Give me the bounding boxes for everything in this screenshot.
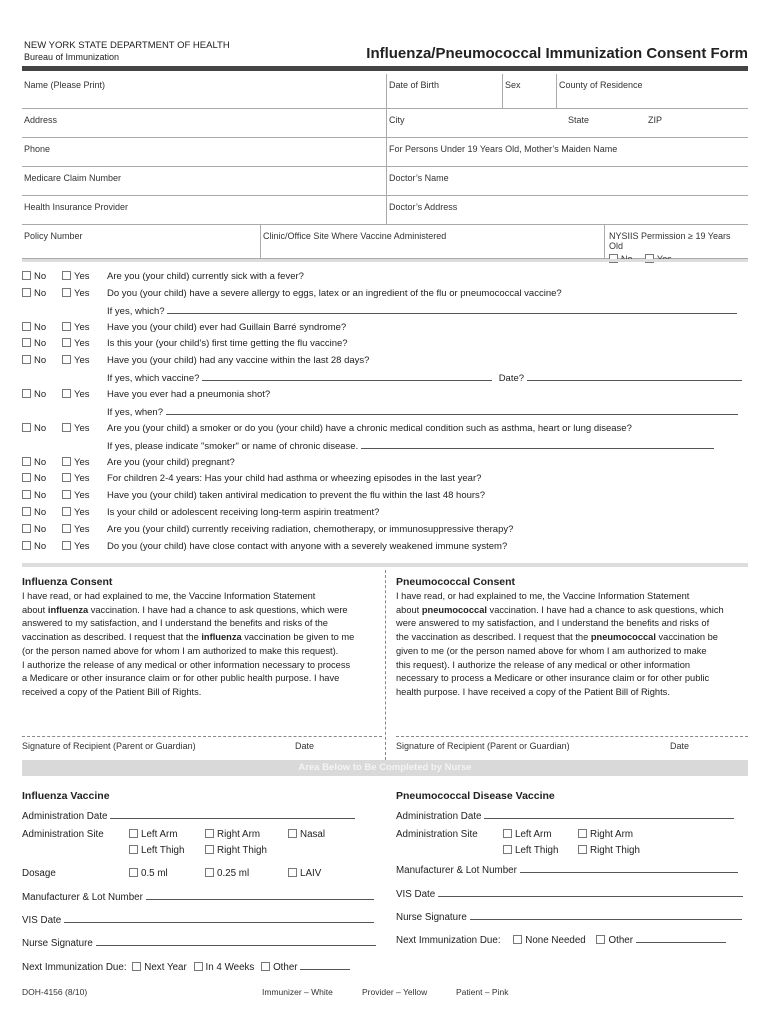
influenza-consent-title: Influenza Consent [22, 576, 113, 588]
consent-line: the vaccination as described. I request that the pneumococcal vaccination be [396, 632, 718, 643]
phone-label: Phone [24, 144, 51, 154]
flu-right-thigh [205, 845, 267, 856]
dob-field[interactable] [386, 74, 502, 108]
yes-checkbox[interactable] [62, 338, 71, 347]
left-thigh-label: Left Thigh [515, 845, 559, 856]
copy-patient: Patient – Pink [456, 987, 509, 997]
state-label: State [568, 115, 590, 125]
pneumo-signature-line[interactable] [396, 736, 748, 737]
no-checkbox[interactable] [22, 389, 31, 398]
yes-label: Yes [74, 288, 90, 299]
copy-immunizer: Immunizer – White [262, 987, 333, 997]
yes-label: Yes [74, 322, 90, 333]
no-label: No [34, 457, 47, 468]
row-insurance [22, 196, 748, 225]
pneumo-other-checkbox[interactable] [596, 935, 605, 944]
nysiis-label: NYSIIS Permission ≥ 19 Years Old [609, 231, 731, 251]
doctor-name-field[interactable] [386, 167, 748, 195]
flu-right-thigh-checkbox[interactable] [205, 845, 214, 854]
state-field[interactable] [566, 109, 646, 137]
yes-checkbox[interactable] [62, 322, 71, 331]
no-checkbox[interactable] [22, 271, 31, 280]
flu-dose-05 [129, 868, 168, 879]
consent-line: this request). I authorize the release of any medical or other information [396, 659, 691, 670]
yes-checkbox[interactable] [62, 473, 71, 482]
question-text: Are you (your child) a smoker or do you (your child) have a chronic medical condition such as asthma, heart or lung disease? [107, 423, 632, 434]
flu-admin-date-input[interactable] [110, 810, 355, 819]
question-text: Are you (your child) currently sick with a fever? [107, 271, 304, 282]
insurance-field[interactable] [22, 196, 386, 224]
flu-right-arm [205, 829, 260, 840]
followup-label: If yes, which vaccine? [107, 373, 200, 384]
question-row [22, 322, 752, 339]
zip-field[interactable] [646, 109, 746, 137]
which-input[interactable] [167, 305, 737, 314]
sex-label: Sex [505, 80, 521, 90]
other-label: Other [608, 935, 633, 946]
pneumo-right-thigh-checkbox[interactable] [578, 845, 587, 854]
pneumo-right-arm [578, 829, 633, 840]
question-text: Do you (your child) have a severe allergy to eggs, latex or an ingredient of the flu or pneumococcal vaccine? [107, 288, 562, 299]
question-row [22, 541, 752, 558]
question-row [22, 338, 752, 355]
dose-025-checkbox[interactable] [205, 868, 214, 877]
yes-checkbox[interactable] [62, 490, 71, 499]
pneumo-manufacturer-input[interactable] [520, 864, 738, 873]
medicare-field[interactable] [22, 167, 386, 195]
flu-left-thigh [129, 845, 184, 856]
no-checkbox[interactable] [22, 541, 31, 550]
pneumo-vaccine-title: Pneumococcal Disease Vaccine [396, 790, 555, 802]
pneumo-nurse [396, 911, 742, 923]
no-label: No [34, 524, 47, 535]
question-row [22, 507, 752, 524]
copy-provider: Provider – Yellow [362, 987, 428, 997]
consent-line: a Medicare or other insurance claim or for other public health purpose. I have [22, 673, 340, 684]
flu-nasal-checkbox[interactable] [288, 829, 297, 838]
influenza-signature-label: Signature of Recipient (Parent or Guardian) [22, 741, 196, 751]
no-label: No [34, 338, 47, 349]
none-needed-label: None Needed [525, 935, 586, 946]
right-thigh-label: Right Thigh [590, 845, 640, 856]
flu-vis-input[interactable] [64, 914, 374, 923]
admin-date-label: Administration Date [22, 811, 108, 822]
sex-field[interactable] [502, 74, 556, 108]
dob-label: Date of Birth [389, 80, 440, 90]
pneumo-vis-input[interactable] [438, 888, 743, 897]
flu-nurse-input[interactable] [96, 937, 376, 946]
dose-05-checkbox[interactable] [129, 868, 138, 877]
no-label: No [34, 288, 47, 299]
consent-line: about pneumococcal vaccination. I have had a chance to ask questions, which [396, 604, 724, 615]
section-divider [22, 259, 748, 262]
influenza-consent-text [22, 590, 372, 700]
no-label: No [34, 322, 47, 333]
no-checkbox[interactable] [22, 322, 31, 331]
column-divider [385, 570, 386, 760]
name-label: Name (Please Print) [24, 80, 106, 90]
yes-checkbox[interactable] [62, 507, 71, 516]
question-row [22, 389, 752, 406]
nysiis-field [604, 225, 748, 258]
bureau-name: Bureau of Immunization [24, 52, 120, 62]
which-vaccine-input[interactable] [202, 372, 492, 381]
question-text: Are you (your child) currently receiving radiation, chemotherapy, or immunosuppressive therapy? [107, 524, 514, 535]
admin-date-label: Administration Date [396, 811, 482, 822]
manufacturer-label: Manufacturer & Lot Number [22, 892, 143, 903]
flu-laiv [288, 868, 321, 879]
consent-line: answered to my satisfaction, and I understand the benefits and risks of the [22, 618, 328, 629]
flu-admin-date [22, 810, 355, 822]
no-checkbox[interactable] [22, 490, 31, 499]
maiden-label: For Persons Under 19 Years Old, Mother’s Maiden Name [389, 144, 618, 154]
right-arm-label: Right Arm [217, 829, 261, 840]
flu-manufacturer [22, 891, 374, 903]
city-label: City [389, 115, 405, 125]
form-code: DOH-4156 (8/10) [22, 987, 88, 997]
doctor-address-field[interactable] [386, 196, 748, 224]
question-row [22, 423, 752, 440]
yes-label: Yes [74, 541, 90, 552]
question-text: For children 2-4 years: Has your child had asthma or wheezing episodes in the last year? [107, 473, 482, 484]
flu-left-arm [129, 829, 177, 840]
pneumo-manufacturer [396, 864, 738, 876]
followup-when [107, 406, 738, 418]
pneumo-admin-date [396, 810, 734, 822]
flu-other-input[interactable] [300, 961, 350, 970]
question-text: Are you (your child) pregnant? [107, 457, 235, 468]
pneumo-right-thigh [578, 845, 640, 856]
dose-05-label: 0.5 ml [141, 868, 168, 879]
yes-label: Yes [74, 389, 90, 400]
no-checkbox[interactable] [22, 524, 31, 533]
county-field[interactable] [556, 74, 748, 108]
flu-right-arm-checkbox[interactable] [205, 829, 214, 838]
no-label: No [34, 423, 47, 434]
no-checkbox[interactable] [22, 288, 31, 297]
flu-dose-025 [205, 868, 249, 879]
flu-left-arm-checkbox[interactable] [129, 829, 138, 838]
pneumo-right-arm-checkbox[interactable] [578, 829, 587, 838]
laiv-checkbox[interactable] [288, 868, 297, 877]
pneumo-admin-date-input[interactable] [484, 810, 734, 819]
chronic-disease-input[interactable] [361, 440, 714, 449]
yes-label: Yes [74, 271, 90, 282]
yes-checkbox[interactable] [62, 271, 71, 280]
influenza-date-label: Date [295, 741, 315, 751]
row-name [22, 74, 748, 109]
next-year-label: Next Year [144, 962, 187, 973]
vis-label: VIS Date [22, 915, 62, 926]
nurse-label: Nurse Signature [396, 912, 467, 923]
question-row [22, 457, 752, 474]
no-checkbox[interactable] [22, 507, 31, 516]
yes-checkbox[interactable] [62, 423, 71, 432]
flu-vis [22, 914, 374, 926]
flu-nurse [22, 937, 376, 949]
no-checkbox[interactable] [22, 423, 31, 432]
in-4-weeks-label: In 4 Weeks [205, 962, 255, 973]
consent-line: necessary to process a Medicare or other insurance claim or for other public [396, 673, 710, 684]
yes-label: Yes [74, 473, 90, 484]
no-checkbox[interactable] [22, 338, 31, 347]
pneumo-admin-site-label: Administration Site [396, 829, 478, 840]
no-label: No [34, 490, 47, 501]
row-medicare [22, 167, 748, 196]
pneumo-left-thigh-checkbox[interactable] [503, 845, 512, 854]
no-checkbox[interactable] [22, 355, 31, 364]
zip-label: ZIP [648, 115, 663, 125]
pneumo-left-arm-checkbox[interactable] [503, 829, 512, 838]
manufacturer-label: Manufacturer & Lot Number [396, 865, 517, 876]
laiv-label: LAIV [300, 868, 322, 879]
row-policy [22, 225, 748, 259]
influenza-vaccine-title: Influenza Vaccine [22, 790, 110, 802]
consent-line: were answered to my satisfaction, and I understand the benefits and risks of [396, 618, 710, 629]
vaccine-date-input[interactable] [527, 372, 742, 381]
pneumo-consent-text [396, 590, 746, 700]
no-checkbox[interactable] [22, 457, 31, 466]
question-row [22, 473, 752, 490]
yes-label: Yes [74, 490, 90, 501]
in-4-weeks-checkbox[interactable] [194, 962, 203, 971]
date-label: Date? [498, 373, 525, 384]
question-text: Do you (your child) have close contact with anyone with a severely weakened immune system? [107, 541, 508, 552]
pneumo-signature-label: Signature of Recipient (Parent or Guardian) [396, 741, 570, 751]
followup-smoker [107, 440, 714, 452]
insurance-label: Health Insurance Provider [24, 202, 129, 212]
question-row [22, 288, 752, 305]
followup-which-vaccine [107, 372, 742, 384]
consent-line: I have read, or had explained to me, the Vaccine Information Statement [22, 591, 316, 601]
no-checkbox[interactable] [22, 473, 31, 482]
followup-label: If yes, which? [107, 306, 165, 317]
consent-line: I have read, or had explained to me, the Vaccine Information Statement [396, 591, 690, 601]
consent-line: I authorize the release of any medical or other information necessary to process [22, 659, 351, 670]
other-label: Other [273, 962, 298, 973]
pneumo-nurse-input[interactable] [470, 911, 742, 920]
yes-checkbox[interactable] [62, 389, 71, 398]
vis-label: VIS Date [396, 889, 436, 900]
address-label: Address [24, 115, 58, 125]
pneumo-other-input[interactable] [636, 934, 726, 943]
address-field[interactable] [22, 109, 386, 137]
agency-name: NEW YORK STATE DEPARTMENT OF HEALTH [24, 40, 230, 51]
next-label: Next Immunization Due: [22, 962, 127, 973]
consent-line: vaccination as described. I request that the influenza vaccination be given to me [22, 632, 355, 643]
right-thigh-label: Right Thigh [217, 845, 267, 856]
yes-label: Yes [74, 423, 90, 434]
no-label: No [34, 473, 47, 484]
followup-which [107, 305, 737, 317]
flu-left-thigh-checkbox[interactable] [129, 845, 138, 854]
question-row [22, 271, 752, 288]
question-text: Have you (your child) taken antiviral medication to prevent the flu within the last 48 hours? [107, 490, 486, 501]
pneumo-left-arm [503, 829, 551, 840]
yes-label: Yes [74, 507, 90, 518]
left-arm-label: Left Arm [141, 829, 178, 840]
consent-line: given to me (or the person named above for whom I am authorized to make [396, 645, 707, 656]
pneumo-vis [396, 888, 743, 900]
pneumo-date-label: Date [670, 741, 690, 751]
when-input[interactable] [166, 406, 738, 415]
form-title: Influenza/Pneumococcal Immunization Consent Form [366, 45, 748, 62]
policy-field[interactable] [22, 225, 260, 258]
followup-label: If yes, when? [107, 407, 163, 418]
flu-admin-site-label: Administration Site [22, 829, 104, 840]
left-thigh-label: Left Thigh [141, 845, 185, 856]
left-arm-label: Left Arm [515, 829, 552, 840]
yes-label: Yes [74, 338, 90, 349]
no-label: No [34, 271, 47, 282]
clinic-label: Clinic/Office Site Where Vaccine Administered [263, 231, 447, 241]
question-row [22, 355, 752, 372]
pneumo-left-thigh [503, 845, 558, 856]
nurse-section-bar: Area Below to Be Completed by Nurse [22, 760, 748, 776]
doctor-address-label: Doctor’s Address [389, 202, 458, 212]
yes-checkbox[interactable] [62, 457, 71, 466]
row-address [22, 109, 748, 138]
no-label: No [34, 355, 47, 366]
yes-label: Yes [74, 524, 90, 535]
section-divider [22, 563, 748, 567]
influenza-signature-line[interactable] [22, 736, 382, 737]
city-field[interactable] [386, 109, 566, 137]
next-label: Next Immunization Due: [396, 935, 501, 946]
question-row [22, 524, 752, 541]
nurse-label: Nurse Signature [22, 938, 93, 949]
flu-manufacturer-input[interactable] [146, 891, 374, 900]
flu-dosage-label: Dosage [22, 868, 56, 879]
question-row [22, 490, 752, 507]
doctor-name-label: Doctor’s Name [389, 173, 449, 183]
name-field[interactable] [22, 74, 386, 108]
header-rule [22, 66, 748, 71]
followup-label: If yes, please indicate "smoker" or name of chronic disease. [107, 441, 359, 452]
no-label: No [34, 507, 47, 518]
row-phone [22, 138, 748, 167]
question-text: Have you (your child) had any vaccine within the last 28 days? [107, 355, 370, 366]
phone-field[interactable] [22, 138, 386, 166]
yes-checkbox[interactable] [62, 541, 71, 550]
question-text: Have you (your child) ever had Guillain Barré syndrome? [107, 322, 347, 333]
no-label: No [34, 541, 47, 552]
none-needed-checkbox[interactable] [513, 935, 522, 944]
consent-line: about influenza vaccination. I have had a chance to ask questions, which were [22, 604, 348, 615]
question-text: Is your child or adolescent receiving long-term aspirin treatment? [107, 507, 380, 518]
county-label: County of Residence [559, 80, 643, 90]
dose-025-label: 0.25 ml [217, 868, 250, 879]
next-year-checkbox[interactable] [132, 962, 141, 971]
maiden-field[interactable] [386, 138, 748, 166]
right-arm-label: Right Arm [590, 829, 634, 840]
flu-other-checkbox[interactable] [261, 962, 270, 971]
consent-line: (or the person named above for whom I am authorized to make this request). [22, 645, 339, 656]
yes-checkbox[interactable] [62, 524, 71, 533]
flu-nasal [288, 829, 325, 840]
flu-next [22, 961, 350, 973]
question-text: Have you ever had a pneumonia shot? [107, 389, 271, 400]
pneumo-consent-title: Pneumococcal Consent [396, 576, 516, 588]
pneumo-next [396, 934, 726, 946]
policy-label: Policy Number [24, 231, 83, 241]
consent-line: health purpose. I have received a copy of the Patient Bill of Rights. [396, 686, 670, 697]
yes-label: Yes [74, 457, 90, 468]
no-label: No [34, 389, 47, 400]
yes-label: Yes [74, 355, 90, 366]
yes-checkbox[interactable] [62, 288, 71, 297]
clinic-field[interactable] [260, 225, 604, 258]
nasal-label: Nasal [300, 829, 326, 840]
consent-line: received a copy of the Patient Bill of Rights. [22, 686, 202, 697]
question-text: Is this your (your child’s) first time getting the flu vaccine? [107, 338, 348, 349]
medicare-label: Medicare Claim Number [24, 173, 122, 183]
yes-checkbox[interactable] [62, 355, 71, 364]
